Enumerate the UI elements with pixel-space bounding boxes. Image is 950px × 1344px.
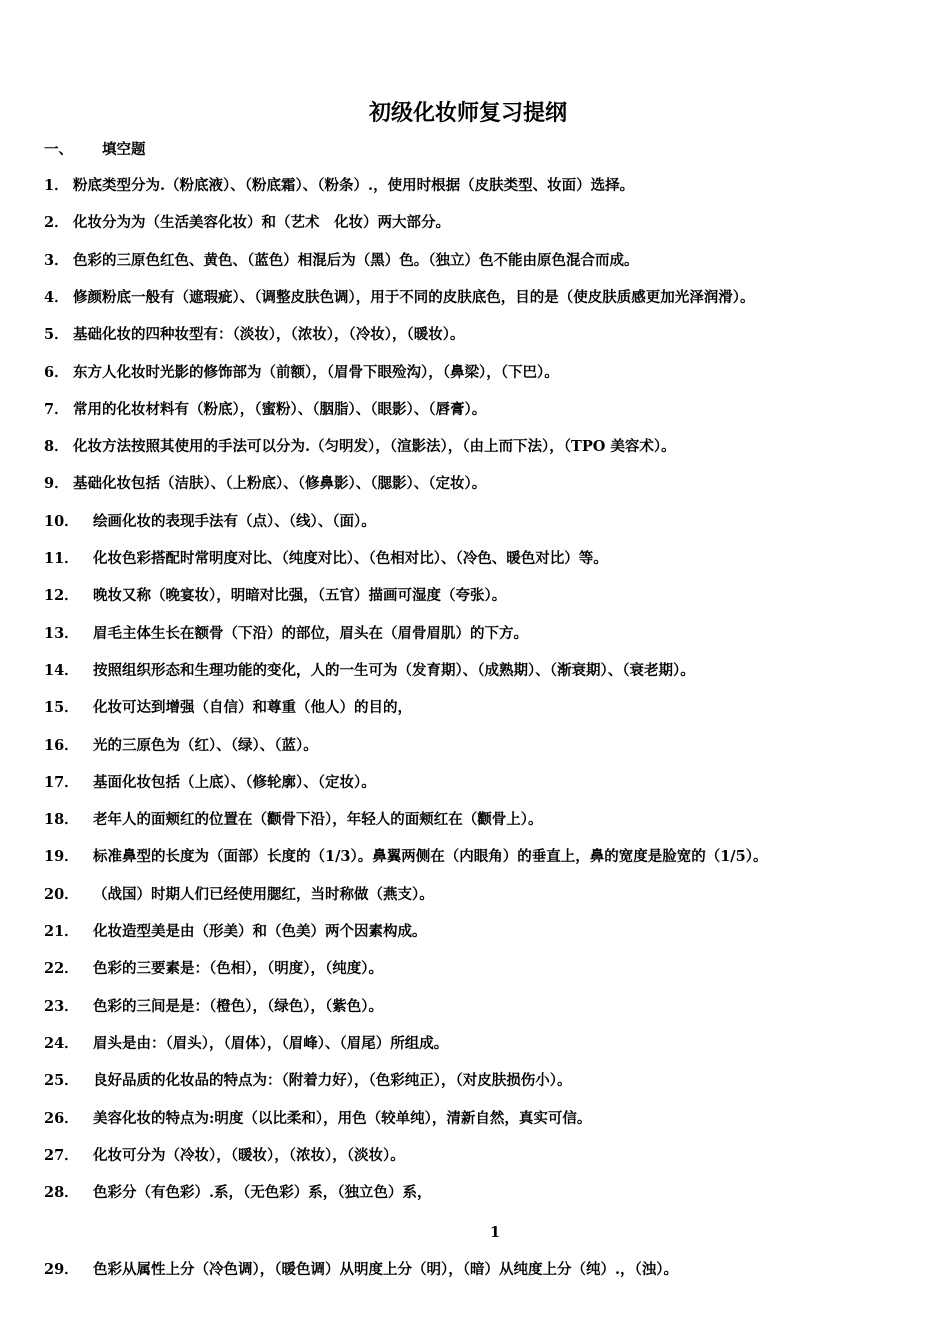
- list-item: [44, 1068, 572, 1094]
- list-item: [44, 770, 376, 796]
- list-item: [44, 919, 427, 945]
- page-number: 1: [489, 1224, 501, 1241]
- list-item: [44, 397, 486, 423]
- item-text: 色彩的三间是是：（橙色），（绿色），（紫色）。: [93, 997, 383, 1015]
- list-item: [44, 733, 318, 759]
- item-number: 19．: [44, 848, 79, 866]
- item-text: 粉底类型分为.（粉底液）、（粉底霜）、（粉条）.，使用时根据（皮肤类型、妆面）选择。: [73, 177, 635, 194]
- item-text: 基面化妆包括（上底）、（修轮廓）、（定妆）。: [93, 773, 376, 791]
- item-number: 10．: [44, 512, 79, 530]
- item-text: 色彩的三要素是：（色相），（明度），（纯度）。: [93, 960, 383, 978]
- item-text: 色彩从属性上分（冷色调），（暖色调）从明度上分（明），（暗）从纯度上分（纯）.，（浊）。: [93, 1261, 679, 1278]
- list-item: [44, 994, 383, 1020]
- item-number: 27．: [44, 1146, 79, 1164]
- item-number: 16．: [44, 736, 79, 754]
- section-label: 填空题: [102, 141, 146, 158]
- item-number: 22．: [44, 960, 79, 978]
- item-text: 晚妆又称（晚宴妆），明暗对比强，（五官）描画可湿度（夸张）。: [93, 587, 507, 605]
- item-number: 21．: [44, 923, 79, 940]
- item-text: 老年人的面颊红的位置在（颧骨下沿），年轻人的面颊红在（颧骨上）。: [93, 811, 543, 829]
- item-number: 1．: [44, 177, 69, 194]
- list-item: [44, 434, 676, 460]
- item-number: 4．: [44, 288, 69, 306]
- list-item: [44, 621, 528, 647]
- item-text: 基础化妆的四种妆型有：（淡妆），（浓妆），（冷妆），（暖妆）。: [73, 326, 465, 344]
- item-text: 化妆可达到增强（自信）和尊重（他人）的目的，: [93, 699, 412, 717]
- item-number: 26．: [44, 1109, 79, 1127]
- list-item: [44, 322, 465, 348]
- item-text: 修颜粉底一般有（遮瑕疵）、（调整皮肤色调），用于不同的皮肤底色，目的是（使皮肤质感更加光泽润滑）。: [73, 288, 755, 306]
- item-number: 11．: [44, 550, 79, 567]
- item-text: 色彩分（有色彩）.系，（无色彩）系，（独立色）系，: [93, 1184, 432, 1202]
- item-text: 美容化妆的特点为:明度（以比柔和），用色（较单纯），清新自然，真实可信。: [93, 1109, 592, 1127]
- item-text: 标准鼻型的长度为（面部）长度的（1/3）。鼻翼两侧在（内眼角）的垂直上，鼻的宽度是脸宽的（1/5）。: [93, 848, 768, 866]
- item-number: 15．: [44, 699, 79, 717]
- item-number: 28．: [44, 1184, 79, 1202]
- list-item: [44, 471, 486, 497]
- item-text: 东方人化妆时光影的修饰部为（前额），（眉骨下眼殓沟），（鼻梁），（下巴）。: [73, 363, 559, 381]
- item-text: 化妆可分为（冷妆），（暖妆），（浓妆），（淡妆）。: [93, 1146, 405, 1164]
- item-number: 7．: [44, 400, 69, 418]
- list-item: [44, 285, 755, 311]
- item-number: 13．: [44, 624, 79, 642]
- item-text: 按照组织形态和生理功能的变化，人的一生可为（发育期）、（成熟期）、（渐衰期）、（衰老期）。: [93, 661, 695, 679]
- list-item: [44, 844, 767, 870]
- item-number: 12．: [44, 587, 79, 605]
- list-item: [44, 360, 559, 386]
- item-text: 化妆色彩搭配时常明度对比、（纯度对比）、（色相对比）、（冷色、暖色对比）等。: [93, 550, 608, 567]
- item-number: 20．: [44, 885, 79, 903]
- item-number: 8．: [44, 438, 69, 456]
- item-number: 23．: [44, 997, 79, 1015]
- item-number: 3．: [44, 251, 69, 269]
- section-number: 一、: [44, 141, 73, 158]
- list-item: [44, 173, 634, 199]
- item-number: 6．: [44, 363, 69, 381]
- item-number: 25．: [44, 1072, 79, 1090]
- item-text: 眉头是由：（眉头），（眉体），（眉峰）、（眉尾）所组成。: [93, 1034, 449, 1052]
- item-number: 9．: [44, 475, 69, 493]
- list-item-next-page: [44, 1257, 678, 1283]
- item-text: 光的三原色为（红）、（绿）、（蓝）。: [93, 736, 318, 754]
- item-text: 化妆分为为（生活美容化妆）和（艺术 化妆）两大部分。: [73, 214, 450, 232]
- item-number: 2．: [44, 214, 69, 232]
- list-item: [44, 583, 506, 609]
- section-heading: [44, 138, 146, 162]
- item-text: 良好品质的化妆品的特点为：（附着力好），（色彩纯正），（对皮肤损伤小）。: [93, 1072, 572, 1090]
- list-item: [44, 210, 450, 236]
- item-text: 化妆方法按照其使用的手法可以分为.（匀明发），（渲影法），（由上而下法），（TPO 美容术）。: [73, 438, 676, 456]
- item-number: 14．: [44, 661, 79, 679]
- list-item: [44, 956, 383, 982]
- list-item: [44, 1180, 432, 1206]
- list-item: [44, 509, 376, 535]
- list-item: [44, 882, 434, 908]
- item-text: 常用的化妆材料有（粉底），（蜜粉）、（胭脂）、（眼影）、（唇膏）。: [73, 400, 487, 418]
- list-item: [44, 546, 608, 572]
- item-text: （战国）时期人们已经使用腮红，当时称做（燕支）。: [93, 885, 434, 903]
- list-item: [44, 658, 695, 684]
- item-text: 眉毛主体生长在额骨（下沿）的部位，眉头在（眉骨眉肌）的下方。: [93, 624, 528, 642]
- item-text: 化妆造型美是由（形美）和（色美）两个因素构成。: [93, 923, 427, 940]
- list-item: [44, 695, 412, 721]
- item-number: 18．: [44, 811, 79, 829]
- list-item: [44, 1106, 591, 1132]
- item-text: 基础化妆包括（洁肤）、（上粉底）、（修鼻影）、（腮影）、（定妆）。: [73, 475, 487, 493]
- document-title: 初级化妆师复习提纲: [368, 100, 567, 126]
- item-number: 17．: [44, 773, 79, 791]
- item-text: 绘画化妆的表现手法有（点）、（线）、（面）。: [93, 512, 376, 530]
- item-number: 5．: [44, 326, 69, 344]
- list-item: [44, 248, 639, 274]
- list-item: [44, 1031, 448, 1057]
- item-number: 29．: [44, 1261, 79, 1278]
- list-item: [44, 807, 543, 833]
- item-number: 24．: [44, 1034, 79, 1052]
- list-item: [44, 1143, 405, 1169]
- item-text: 色彩的三原色红色、黄色、（蓝色）相混后为（黑）色。（独立）色不能由原色混合而成。: [73, 251, 639, 269]
